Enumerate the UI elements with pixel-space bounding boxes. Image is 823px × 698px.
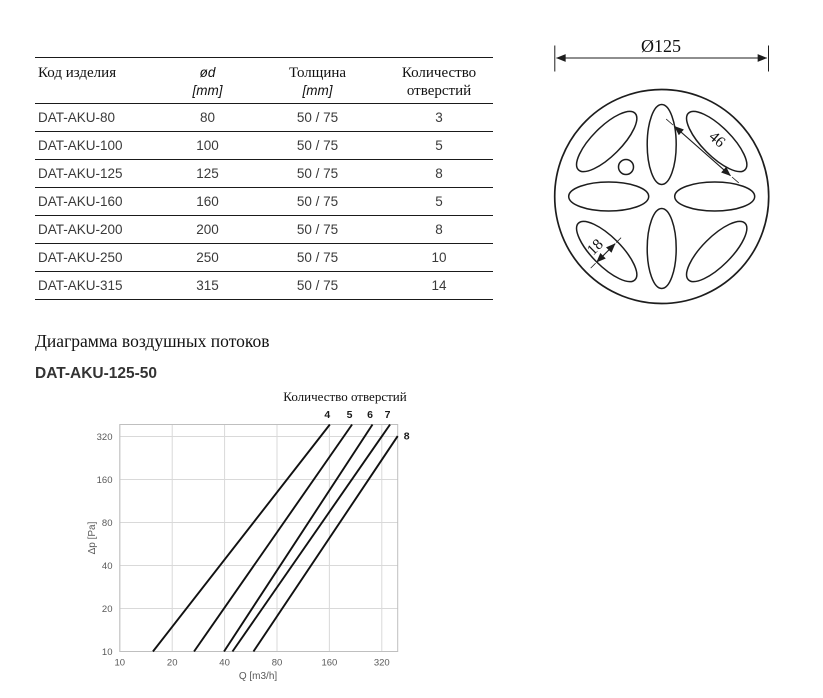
slot-width-extension <box>591 263 596 268</box>
product-table <box>35 57 493 300</box>
table-cell: 50 / 75 <box>250 244 385 272</box>
table-cell: 100 <box>165 132 250 160</box>
table-header-row <box>35 58 493 104</box>
table-cell: 80 <box>165 104 250 132</box>
header-hole-count <box>385 58 493 104</box>
y-tick-label: 20 <box>101 603 113 615</box>
x-tick-label: 20 <box>166 657 178 669</box>
table-cell: 10 <box>385 244 493 272</box>
header-line: Количество <box>401 65 477 81</box>
table-row <box>35 272 493 300</box>
y-tick-labels <box>97 432 113 658</box>
table-cell: 50 / 75 <box>250 160 385 188</box>
slot-ellipse-north <box>647 105 676 185</box>
table-row <box>35 188 493 216</box>
series-label-8: 8 <box>403 430 410 443</box>
header-line: [mm] <box>192 83 223 98</box>
flow-line-7 <box>232 425 390 652</box>
x-tick-label: 10 <box>114 657 126 669</box>
table-cell: 8 <box>385 160 493 188</box>
table-row <box>35 244 493 272</box>
table-body <box>35 104 493 300</box>
table-cell: DAT-AKU-100 <box>35 132 165 160</box>
table-cell: 5 <box>385 188 493 216</box>
table-cell: 3 <box>385 104 493 132</box>
flow-line-6 <box>224 425 372 652</box>
flow-line-8 <box>253 436 397 651</box>
x-tick-label: 80 <box>271 657 283 669</box>
series-label-6: 6 <box>367 409 373 421</box>
table-cell: 250 <box>165 244 250 272</box>
slot-ellipse-west <box>569 182 649 211</box>
chart-gridlines <box>120 425 398 652</box>
table-cell: 160 <box>165 188 250 216</box>
table-header <box>35 58 493 104</box>
chart-series <box>153 425 398 652</box>
slot-ellipse-southeast <box>678 213 755 290</box>
table-cell: DAT-AKU-315 <box>35 272 165 300</box>
table-cell: DAT-AKU-160 <box>35 188 165 216</box>
x-tick-label: 40 <box>219 657 230 669</box>
face-plate-circle <box>555 90 769 304</box>
diameter-label: Ø125 <box>641 36 681 56</box>
slot-length-label: 46 <box>705 128 729 152</box>
table-cell: 8 <box>385 216 493 244</box>
section-title: Диаграмма воздушных потоков <box>35 331 270 351</box>
y-tick-label: 10 <box>101 647 113 658</box>
y-tick-label: 320 <box>96 431 113 443</box>
table-cell: 200 <box>165 216 250 244</box>
series-label-7: 7 <box>384 409 391 421</box>
x-tick-label: 160 <box>321 657 338 669</box>
table-cell: 50 / 75 <box>250 132 385 160</box>
chart-legend-title: Количество отверстий <box>283 389 407 404</box>
table-cell: DAT-AKU-200 <box>35 216 165 244</box>
product-variant-title: DAT-AKU-125-50 <box>35 365 158 382</box>
pilot-hole-circle <box>619 160 634 175</box>
series-label-4: 4 <box>324 409 331 421</box>
series-label-5: 5 <box>346 409 353 421</box>
slot-length-extension <box>666 119 673 125</box>
plot-border <box>120 425 398 652</box>
table-cell: 50 / 75 <box>250 188 385 216</box>
table-cell: DAT-AKU-125 <box>35 160 165 188</box>
table-row <box>35 132 493 160</box>
y-tick-label: 80 <box>101 517 113 529</box>
header-line: ød <box>199 65 216 80</box>
slot-width-label: 18 <box>583 235 607 259</box>
table-cell: 14 <box>385 272 493 300</box>
slot-ellipse-south <box>647 209 676 289</box>
table-cell: 125 <box>165 160 250 188</box>
y-tick-label: 160 <box>96 474 113 486</box>
table-cell: 50 / 75 <box>250 104 385 132</box>
x-tick-label: 320 <box>373 657 390 669</box>
header-line: Толщина <box>288 65 347 81</box>
table-cell: DAT-AKU-80 <box>35 104 165 132</box>
header-product-code <box>35 58 165 104</box>
y-axis-title: Δp [Pa] <box>87 521 98 555</box>
header-thickness <box>250 58 385 104</box>
slot-width-extension <box>616 238 621 243</box>
y-tick-label: 40 <box>101 560 113 572</box>
x-tick-labels <box>115 658 390 669</box>
table-row <box>35 104 493 132</box>
table-row <box>35 216 493 244</box>
flow-chart <box>85 400 420 690</box>
header-line: [mm] <box>302 83 333 98</box>
header-line: отверстий <box>406 83 472 99</box>
table-row <box>35 160 493 188</box>
header-diameter <box>165 58 250 104</box>
table-cell: 50 / 75 <box>250 216 385 244</box>
x-axis-title: Q [m3/h] <box>238 671 278 682</box>
table-cell: 5 <box>385 132 493 160</box>
slot-length-extension <box>732 177 739 183</box>
header-line: Код изделия <box>38 65 117 81</box>
flow-line-4 <box>153 425 330 652</box>
face-plate-drawing <box>538 20 790 314</box>
table-cell: DAT-AKU-250 <box>35 244 165 272</box>
table-cell: 315 <box>165 272 250 300</box>
table-cell: 50 / 75 <box>250 272 385 300</box>
slot-ellipse-east <box>675 182 755 211</box>
